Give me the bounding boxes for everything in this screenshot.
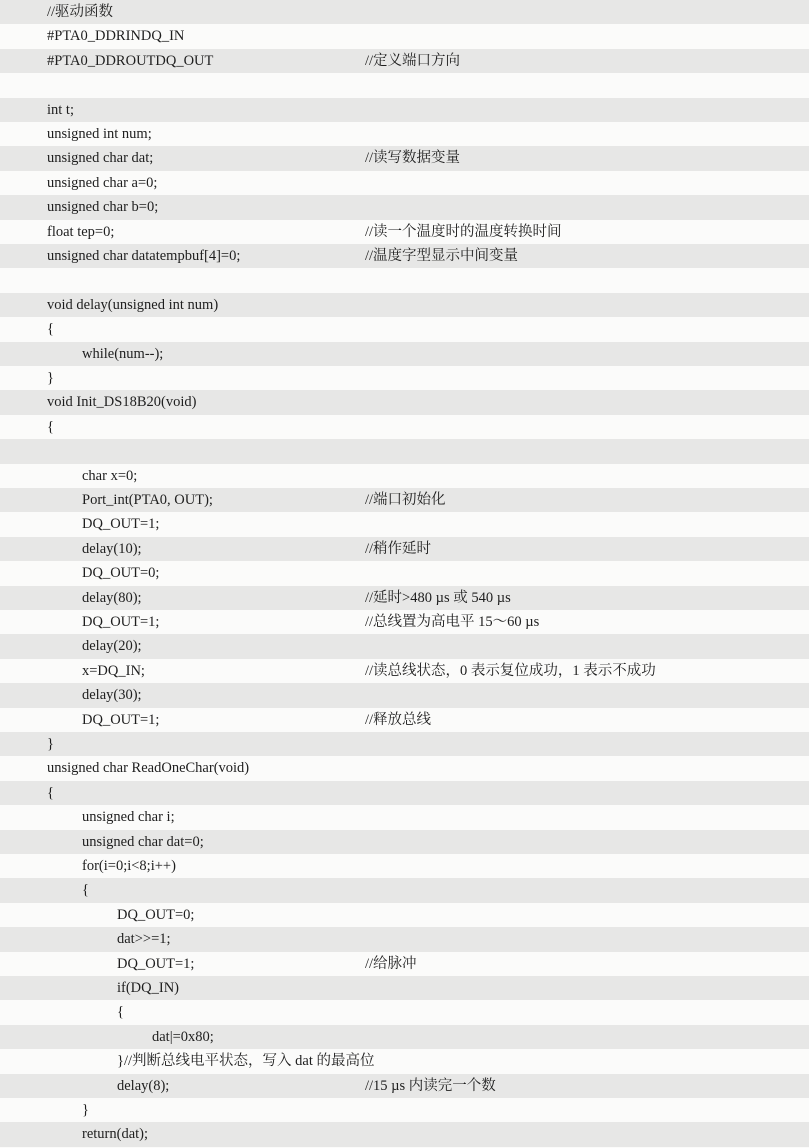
- code-line: [0, 683, 809, 707]
- code-text: }//判断总线电平状态，写入 dat 的最高位: [117, 1053, 375, 1070]
- code-text: delay(8);: [117, 1077, 170, 1094]
- code-text: return(dat);: [82, 1126, 149, 1143]
- code-line: [0, 586, 809, 610]
- code-text: dat>>=1;: [117, 931, 171, 948]
- code-text: }: [82, 1102, 89, 1118]
- code-line: [0, 390, 809, 414]
- code-text: DQ_OUT=1;: [82, 516, 160, 533]
- code-line: [0, 293, 809, 317]
- code-line: [0, 244, 809, 268]
- code-text: unsigned char a=0;: [47, 174, 158, 191]
- code-comment: //读一个温度时的温度转换时间: [365, 223, 562, 240]
- code-text: delay(10);: [82, 540, 142, 557]
- code-line: [0, 830, 809, 854]
- code-line: [0, 732, 809, 756]
- code-text: }: [47, 736, 54, 752]
- code-comment: //定义端口方向: [365, 52, 461, 69]
- code-line: [0, 24, 809, 48]
- code-line: [0, 878, 809, 902]
- code-line: [0, 708, 809, 732]
- code-line: [0, 1025, 809, 1049]
- code-comment: //释放总线: [365, 711, 432, 728]
- code-line: [0, 317, 809, 341]
- code-text: unsigned char b=0;: [47, 199, 159, 216]
- code-text: delay(80);: [82, 589, 142, 606]
- code-line: [0, 464, 809, 488]
- code-line: [0, 1122, 809, 1146]
- code-line: [0, 512, 809, 536]
- code-text: DQ_OUT=0;: [82, 565, 160, 582]
- code-comment: //15 µs 内读完一个数: [365, 1077, 496, 1094]
- code-text: unsigned char ReadOneChar(void): [47, 760, 250, 777]
- code-line: [0, 952, 809, 976]
- code-text: for(i=0;i<8;i++): [82, 858, 176, 874]
- code-text: #PTA0_DDRINDQ_IN: [47, 28, 185, 45]
- code-line: [0, 415, 809, 439]
- code-text: DQ_OUT=1;: [117, 955, 195, 972]
- code-text: Port_int(PTA0, OUT);: [82, 492, 213, 508]
- code-line: [0, 73, 809, 97]
- code-text: x=DQ_IN;: [82, 662, 145, 679]
- code-line: [0, 1049, 809, 1073]
- code-line: [0, 976, 809, 1000]
- code-line: [0, 1074, 809, 1098]
- code-comment: //给脉冲: [365, 955, 417, 972]
- code-line: [0, 1098, 809, 1122]
- code-text: unsigned char i;: [82, 809, 175, 826]
- code-line: [0, 268, 809, 292]
- code-text: {: [47, 321, 54, 338]
- code-line: [0, 561, 809, 585]
- code-text: float tep=0;: [47, 223, 115, 240]
- code-line: [0, 171, 809, 195]
- code-text: DQ_OUT=1;: [82, 614, 160, 630]
- code-line: [0, 366, 809, 390]
- code-text: int t;: [47, 101, 74, 118]
- code-line: [0, 220, 809, 244]
- code-text: void delay(unsigned int num): [47, 296, 219, 313]
- code-line: [0, 439, 809, 463]
- code-text: {: [47, 418, 54, 435]
- code-line: [0, 1000, 809, 1024]
- code-text: while(num--);: [82, 345, 164, 362]
- code-line: [0, 146, 809, 170]
- code-text: //驱动函数: [47, 4, 114, 20]
- code-text: dat|=0x80;: [152, 1028, 214, 1045]
- code-line: [0, 342, 809, 366]
- code-line: [0, 537, 809, 561]
- code-line: [0, 634, 809, 658]
- code-text: delay(30);: [82, 687, 142, 704]
- code-line: [0, 49, 809, 73]
- code-text: }: [47, 370, 54, 386]
- code-line: [0, 0, 809, 24]
- code-comment: //总线置为高电平 15～60 µs: [365, 614, 540, 630]
- code-text: unsigned char dat=0;: [82, 833, 204, 850]
- code-line: [0, 488, 809, 512]
- code-line: [0, 854, 809, 878]
- code-line: [0, 195, 809, 219]
- code-text: void Init_DS18B20(void): [47, 394, 197, 411]
- code-comment: //读总线状态，0 表示复位成功，1 表示不成功: [365, 662, 656, 679]
- code-line: [0, 756, 809, 780]
- code-line: [0, 610, 809, 634]
- code-text: {: [82, 882, 89, 899]
- code-text: if(DQ_IN): [117, 980, 180, 996]
- code-text: #PTA0_DDROUTDQ_OUT: [47, 52, 214, 69]
- code-comment: //延时>480 µs 或 540 µs: [365, 589, 511, 606]
- code-text: {: [117, 1004, 124, 1021]
- code-line: [0, 98, 809, 122]
- code-line: [0, 903, 809, 927]
- code-comment: //读写数据变量: [365, 150, 461, 167]
- code-line: [0, 122, 809, 146]
- code-text: {: [47, 784, 54, 801]
- code-text: delay(20);: [82, 638, 142, 655]
- code-text: DQ_OUT=0;: [117, 906, 195, 923]
- code-text: DQ_OUT=1;: [82, 711, 160, 728]
- code-line: [0, 927, 809, 951]
- code-text: char x=0;: [82, 467, 138, 484]
- code-text: unsigned char datatempbuf[4]=0;: [47, 248, 241, 264]
- code-comment: //稍作延时: [365, 540, 432, 557]
- code-comment: //温度字型显示中间变量: [365, 248, 519, 264]
- code-line: [0, 781, 809, 805]
- code-line: [0, 659, 809, 683]
- code-text: unsigned char dat;: [47, 150, 154, 167]
- code-line: [0, 805, 809, 829]
- code-comment: //端口初始化: [365, 492, 446, 508]
- code-text: unsigned int num;: [47, 126, 152, 142]
